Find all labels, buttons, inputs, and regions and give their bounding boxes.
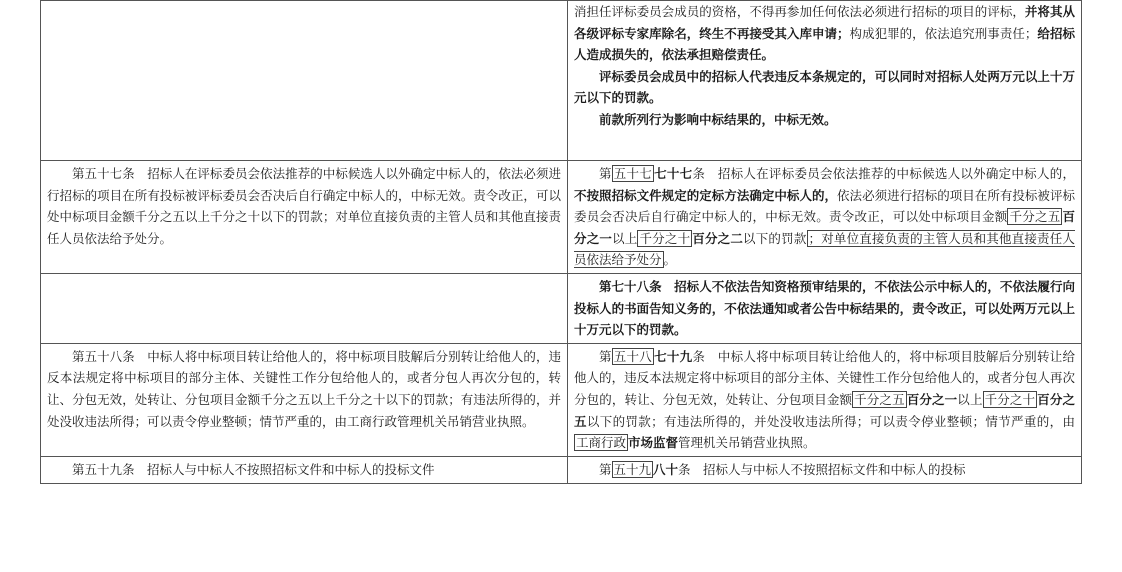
- added-text: 七十九: [654, 348, 693, 364]
- revised-text: 以下的罚款: [743, 230, 807, 246]
- original-text-cell: [41, 161, 568, 274]
- deleted-text: 五十九: [613, 461, 652, 477]
- added-text: 百分之五: [574, 391, 1075, 429]
- revised-text-cell: [568, 1, 1082, 161]
- revised-text: 条 中标人将中标项目转让给他人的，将中标项目肢解后分别转让给他人的，违反本法规定将中标项目的部分主体、关键性工作分包给他人的，或者分包人再次分包的，转让、分包无效，处转让、分包项目金额: [574, 348, 1075, 407]
- revised-text: 第: [599, 461, 612, 477]
- added-text: 百分之二: [692, 230, 744, 246]
- table-row: [41, 456, 1082, 483]
- added-text: 市场监督: [628, 435, 679, 451]
- added-paragraph: 前款所列行为影响中标结果的，中标无效。: [599, 111, 837, 127]
- original-text-cell: [41, 1, 568, 161]
- table-row: [41, 273, 1082, 343]
- table-row: [41, 1, 1082, 161]
- table-row: [41, 343, 1082, 456]
- original-text-cell: [41, 456, 568, 483]
- deleted-text: 千分之五: [854, 391, 905, 407]
- revised-text: 条 招标人与中标人不按照招标文件和中标人的投标: [678, 461, 966, 477]
- revised-text: 构成犯罪的，依法追究刑事责任；: [849, 25, 1038, 41]
- original-text-cell: [41, 343, 568, 456]
- added-text: 给招标人造成损失的，依法承担赔偿责任。: [574, 25, 1075, 63]
- added-text: 并将其从各级评标专家库除名，终生不再接受其入库申请；: [574, 4, 1075, 41]
- original-text-cell: [41, 273, 568, 343]
- original-article-59: 第五十九条 招标人与中标人不按照招标文件和中标人的投标文件: [72, 461, 435, 477]
- revised-text: 管理机关吊销营业执照。: [678, 435, 816, 451]
- revised-text: 依法必须进行招标的项目在所有投标被评标委员会否决后自行确定中标人的，中标无效。责令改正，可以处中标项目金额: [574, 187, 1075, 225]
- deleted-text: 千分之十: [639, 230, 691, 246]
- added-text: 八十: [653, 461, 679, 477]
- revised-article-80: [574, 459, 1075, 481]
- revised-article-79: [574, 346, 1075, 454]
- revised-text: 以下的罚款；有违法所得的，并处没收违法所得；可以责令停业整顿；情节严重的，由: [586, 413, 1075, 429]
- added-text: 百分之一: [906, 391, 958, 407]
- revised-text-cell: [568, 343, 1082, 456]
- original-article-57: 第五十七条 招标人在评标委员会依法推荐的中标候选人以外确定中标人的，依法必须进行招标的项目在所有投标被评标委员会否决后自行确定中标人的，中标无效。责令改正，可以处中标项目金额千分之五以上千分之十以下的罚款；对单位直接负责的主管人员和其他直接责任人员依法给予处分。: [47, 166, 561, 246]
- revised-text-cell: [568, 161, 1082, 274]
- revised-paragraph: [574, 1, 1075, 66]
- revised-text: 条 招标人在评标委员会依法推荐的中标候选人以外确定中标人的，: [692, 166, 1075, 181]
- added-text: 百分之一: [574, 209, 1075, 246]
- revised-text: 消担任评标委员会成员的资格，不得再参加任何依法必须进行招标的项目的评标，: [574, 4, 1025, 19]
- revised-text: 第: [599, 166, 612, 181]
- deleted-text: ；对单位直接负责的主管人员和其他直接责任人员依法给予处分: [574, 230, 1075, 268]
- added-paragraph: 评标委员会成员中的招标人代表违反本条规定的，可以同时对招标人处两万元以上十万元以下的罚款。: [574, 68, 1075, 106]
- deleted-text: 五十八: [613, 348, 653, 364]
- deleted-text: 千分之五: [1009, 209, 1061, 225]
- revised-text: 以上: [612, 230, 638, 246]
- revised-text: 第: [599, 348, 612, 364]
- table-row: [41, 161, 1082, 274]
- revised-text-cell: [568, 273, 1082, 343]
- deleted-text: 工商行政: [576, 435, 627, 451]
- added-article-78: 第七十八条 招标人不依法告知资格预审结果的，不依法公示中标人的，不依法履行向投标人的书面告知义务的，不依法通知或者公告中标结果的，责令改正，可以处两万元以上十万元以下的罚款。: [574, 278, 1075, 338]
- added-text: 不按照招标文件规定的定标方法确定中标人的，: [574, 187, 838, 203]
- comparison-table: [40, 0, 1082, 484]
- deleted-text: 千分之十: [984, 391, 1036, 407]
- revised-text: 以上: [957, 391, 983, 407]
- revised-text: 。: [663, 252, 677, 268]
- added-text: 七十七: [654, 166, 693, 181]
- deleted-text: 五十七: [613, 166, 653, 181]
- revised-text-cell: [568, 456, 1082, 483]
- original-article-58: 第五十八条 中标人将中标项目转让给他人的，将中标项目肢解后分别转让给他人的，违反本法规定将中标项目的部分主体、关键性工作分包给他人的，或者分包人再次分包的，转让、分包无效，处转让、分包项目金额千分之五以上千分之十以下的罚款；有违法所得的，并处没收违法所得；可以责令停业整顿；情节严重的，由工商行政管理机关吊销营业执照。: [47, 348, 561, 429]
- revised-article-77: [574, 163, 1075, 271]
